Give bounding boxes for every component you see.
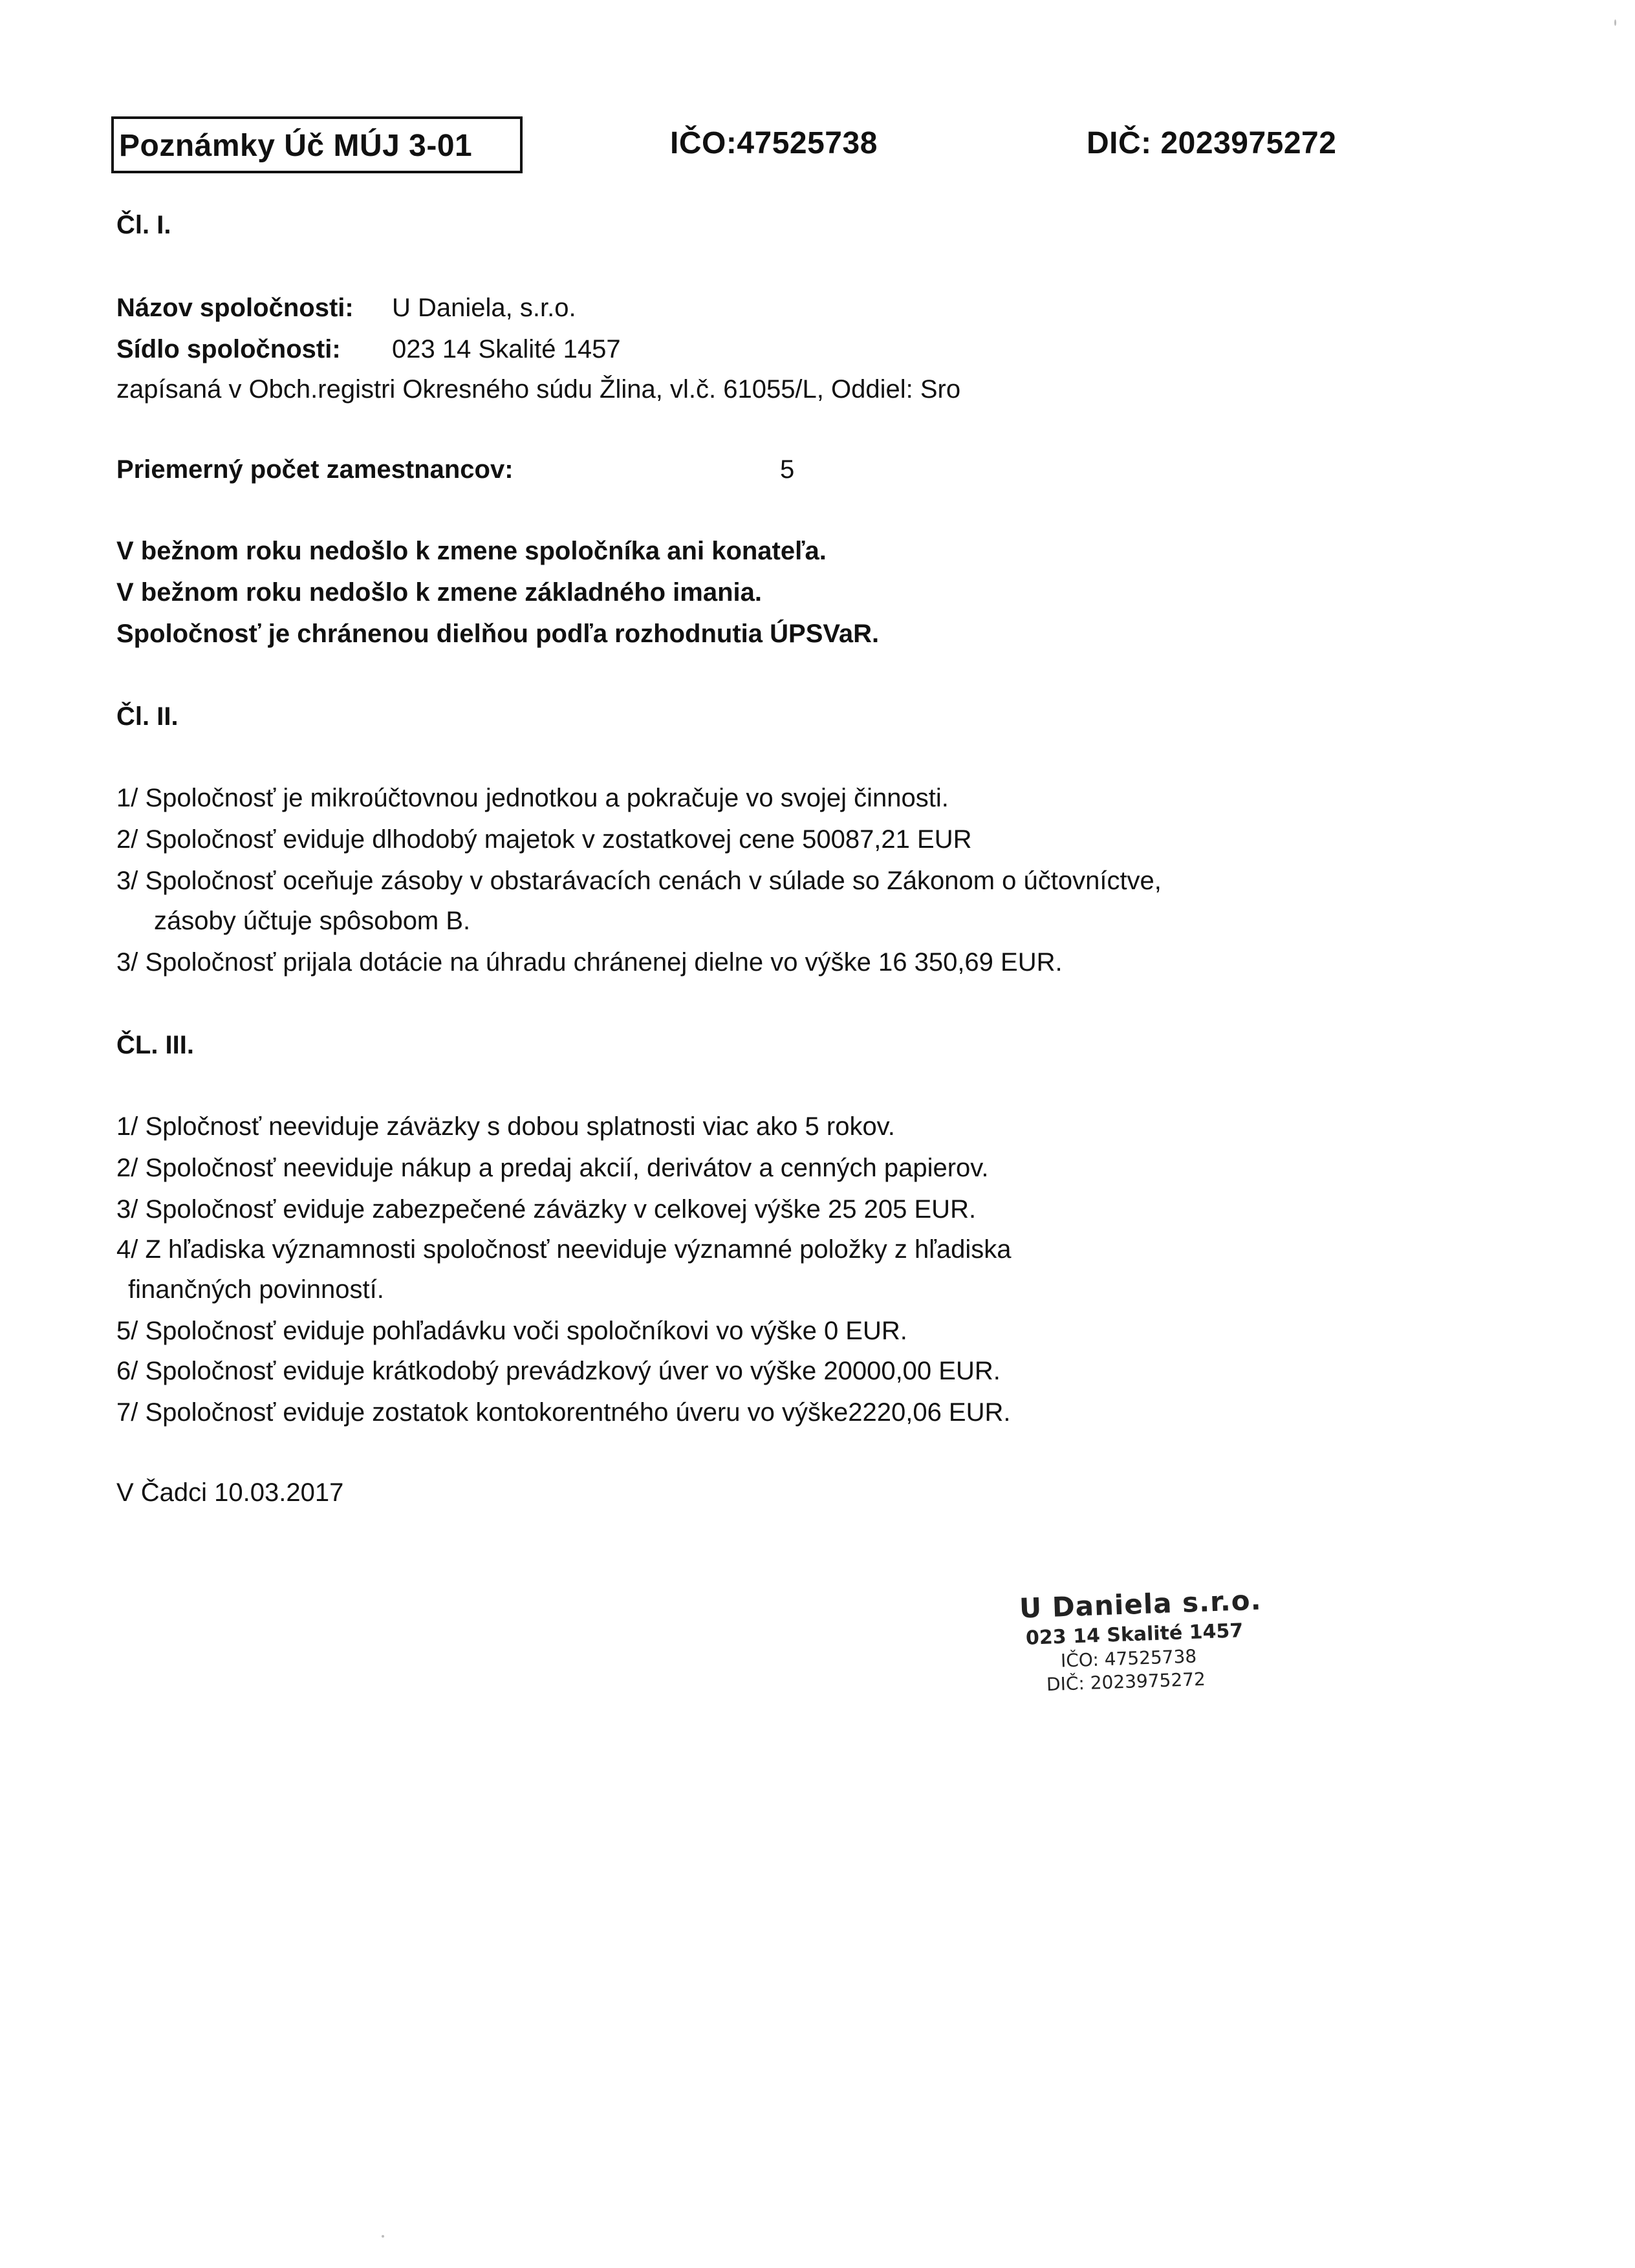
list-item: 1/ Spločnosť neeviduje záväzky s dobou splatnosti viac ako 5 rokov. xyxy=(116,1112,895,1141)
list-item: 3/ Spoločnosť prijala dotácie na úhradu chránenej dielne vo výške 16 350,69 EUR. xyxy=(116,948,1063,977)
section-3-heading: ČL. III. xyxy=(116,1031,194,1059)
employees-label: Priemerný počet zamestnancov: xyxy=(116,455,514,484)
list-item: 5/ Spoločnosť eviduje pohľadávku voči spoločníkovi vo výške 0 EUR. xyxy=(116,1317,907,1345)
company-seat-label: Sídlo spoločnosti: xyxy=(116,335,341,363)
statement-line: Spoločnosť je chránenou dielňou podľa rozhodnutia ÚPSVaR. xyxy=(116,620,880,648)
list-item: 4/ Z hľadiska významnosti spoločnosť neeviduje významné položky z hľadiska xyxy=(116,1235,1012,1264)
stamp-dic: DIČ: 2023975272 xyxy=(1046,1668,1206,1696)
stamp-ico: IČO: 47525738 xyxy=(1060,1645,1197,1672)
company-name-value: U Daniela, s.r.o. xyxy=(392,294,576,322)
company-seat-value: 023 14 Skalité 1457 xyxy=(392,335,621,363)
section-1-heading: Čl. I. xyxy=(116,211,171,239)
statement-line: V bežnom roku nedošlo k zmene spoločníka ani konateľa. xyxy=(116,537,827,565)
list-item: 7/ Spoločnosť eviduje zostatok kontokorentného úveru vo výške2220,06 EUR. xyxy=(116,1398,1011,1427)
dic-header: DIČ: 2023975272 xyxy=(1087,126,1337,160)
form-code: Poznámky Úč MÚJ 3-01 xyxy=(119,129,473,163)
employees-value: 5 xyxy=(780,455,795,484)
list-item-continuation: finančných povinností. xyxy=(128,1275,384,1304)
registry-line: zapísaná v Obch.registri Okresného súdu Žlina, vl.č. 61055/L, Oddiel: Sro xyxy=(116,375,961,404)
scan-speck xyxy=(382,2235,384,2238)
list-item: 3/ Spoločnosť eviduje zabezpečené záväzky v celkovej výške 25 205 EUR. xyxy=(116,1195,977,1224)
list-item: 6/ Spoločnosť eviduje krátkodobý prevádzkový úver vo výške 20000,00 EUR. xyxy=(116,1357,1001,1385)
ico-header: IČO:47525738 xyxy=(670,126,878,160)
place-date: V Čadci 10.03.2017 xyxy=(116,1478,344,1507)
list-item: 2/ Spoločnosť eviduje dlhodobý majetok v zostatkovej cene 50087,21 EUR xyxy=(116,825,972,854)
stamp-address: 023 14 Skalité 1457 xyxy=(1025,1619,1244,1650)
stamp-company-name: U Daniela s.r.o. xyxy=(1019,1584,1262,1625)
statement-line: V bežnom roku nedošlo k zmene základného imania. xyxy=(116,578,763,607)
scan-speck xyxy=(1614,19,1616,26)
section-2-heading: Čl. II. xyxy=(116,702,179,731)
list-item: 2/ Spoločnosť neeviduje nákup a predaj akcií, derivátov a cenných papierov. xyxy=(116,1154,989,1182)
company-name-label: Názov spoločnosti: xyxy=(116,294,354,322)
list-item: 3/ Spoločnosť oceňuje zásoby v obstarávacích cenách v súlade so Zákonom o účtovníctve, xyxy=(116,867,1162,895)
list-item: 1/ Spoločnosť je mikroúčtovnou jednotkou a pokračuje vo svojej činnosti. xyxy=(116,784,949,812)
list-item-continuation: zásoby účtuje spôsobom B. xyxy=(154,907,471,935)
form-code-box xyxy=(111,116,523,173)
